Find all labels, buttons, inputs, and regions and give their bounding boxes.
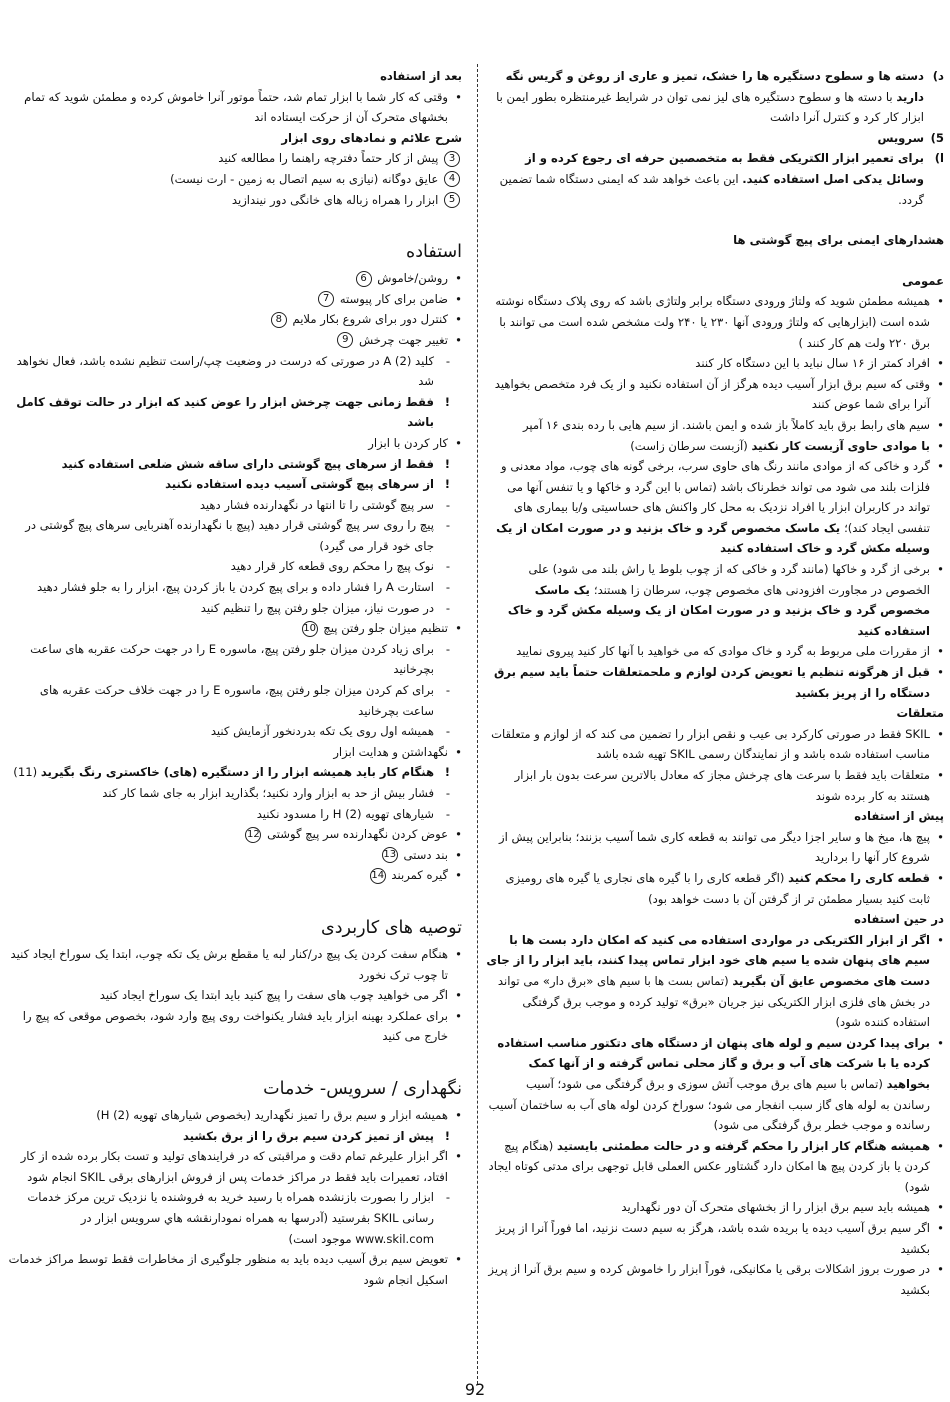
bullet-icon: • <box>937 417 944 432</box>
body-text: برخی از گرد و خاکها (مانند گرد و خاکی که از چوب بلوط یا راش بلند می شود) علی الخصوص در مجاورت افزودنی های مخصوص چوب، سرطان زا هستند؛ <box>528 562 930 597</box>
body-text: در صورت بروز اشکالات برقی یا مکانیکی، فوراً ابزار را خاموش کرده و سیم برق آنرا از پریز بکشید <box>488 1262 930 1297</box>
bullet-icon: • <box>937 726 944 741</box>
list-item <box>8 1105 462 1126</box>
body-text: تعویض سیم برق آسیب دیده باید به منظور جلوگیری از مخاطرات فقط توسط مراکز خدمات اسکیل انجام شود <box>8 1252 448 1287</box>
bold-text: هنگام کار باید همیشه ابزار را از دستگیره (های) خاکستری رنگ بگیرید <box>40 765 434 780</box>
bullet-icon: • <box>455 946 462 961</box>
body-text: وقتی که کار شما با ابزار تمام شد، حتماً موتور آنرا خاموش کرده و مطمئن شوید که تمام بخشهای متحرک آن از حرکت ایستاده اند <box>24 89 448 125</box>
lettered-item <box>486 128 944 149</box>
bold-text: فقط از سرهای پیچ گوشتی دارای ساقه شش ضلعی استفاده کنید <box>61 456 434 471</box>
body-text: پیچ را روی سر پیچ گوشتی قرار دهید (پیچ با نگهدارنده آهنربایی سرهای پیچ گوشتی در جای خود قرار می گیرد) <box>25 518 434 553</box>
body-text: (هنگام پیچ کردن یا باز کردن پیچ ها امکان دارد گشتاور عکس العملی قابل توجهی برای مدتی کوتاه ایجاد شود) <box>488 1138 930 1194</box>
item-marker: 5) <box>930 130 944 145</box>
bullet-icon: • <box>937 1035 944 1050</box>
list-item <box>8 330 462 351</box>
dash-icon: - <box>445 806 450 821</box>
list-item <box>8 1146 462 1187</box>
list-item <box>8 618 462 639</box>
body-text: اگر می خواهید چوب های سفت را پیچ کنید باید ابتدا یک سوراخ ایجاد کنید <box>99 988 448 1003</box>
body-text: فشار بیش از حد به ابزار وارد نکنید؛ بگذارید ابزار به جای شما کار کند <box>102 786 434 800</box>
bullet-icon: • <box>937 1138 944 1153</box>
bold-text: دسته ها و سطوح دستگیره ها را خشک، تمیز و عاری از روغن و گریس نگه دارید <box>505 69 924 104</box>
dash-icon: - <box>445 559 450 574</box>
body-text: برای زیاد کردن میزان جلو رفتن پیچ، ماسوره E را در جهت حرکت عقربه های ساعت بچرخانید <box>30 641 434 677</box>
body-text: استارت A را فشار داده و برای پیچ کردن یا باز کردن پیچ، ابزار را به جلو فشار دهید <box>37 580 434 595</box>
list-item <box>486 724 944 765</box>
sub-item <box>8 639 462 680</box>
symbol-line <box>8 148 462 169</box>
sub-item <box>8 556 462 577</box>
body-text: (11) <box>13 765 41 780</box>
section-heading: هشدارهای ایمنی برای پیچ گوشتی ها <box>733 233 944 248</box>
bullet-icon: • <box>455 89 462 104</box>
bullet-icon: • <box>937 294 944 309</box>
bullet-icon: • <box>937 459 944 474</box>
bullet-icon: • <box>455 1107 462 1122</box>
bullet-icon: • <box>455 435 462 450</box>
body-text: SKIL فقط در صورتی کارکرد بی عیب و نقص ابزار را تضمین می کند که از لوازم و متعلقات مناسب استفاده شده باشد و از نمایندگان رسمی SKIL تهیه شده باشد <box>491 726 930 762</box>
section-heading: پیش از استفاده <box>854 809 944 824</box>
sub-item <box>8 454 462 475</box>
list-item <box>486 765 944 806</box>
list-item <box>8 433 462 454</box>
list-item <box>8 289 462 310</box>
body-text: کار کردن با ابزار <box>368 435 448 450</box>
dash-icon: - <box>445 518 450 533</box>
sub-item <box>8 680 462 721</box>
bullet-icon: • <box>455 868 462 883</box>
list-item <box>8 268 462 289</box>
body-text: سر پیچ گوشتی را تا انتها در نگهدارنده فشار دهید <box>199 497 434 512</box>
list-item <box>486 662 944 703</box>
section-heading: شرح علائم و نمادهای روی ابزار <box>281 130 462 145</box>
section-heading: عمومی <box>902 273 944 288</box>
section-heading: در حین استفاده <box>854 912 944 927</box>
bullet-icon: • <box>455 1149 462 1164</box>
list-item <box>8 985 462 1006</box>
bold-text: برای پیدا کردن سیم و لوله های پنهان از دستگاه های دتکتور مناسب استفاده کرده یا با شرکت های آب و برق و گاز محلی تماس گرفته و از آنها کمک بخواهید <box>497 1035 930 1091</box>
bold-text: با موادی حاوی آزبست کار نکنید <box>751 438 930 453</box>
body-text: سیم های رابط برق باید کاملاً باز شده و ایمن باشند. از سیم هایی با رده بندی ۱۶ آمپر <box>522 417 930 432</box>
symbol-text: پیش از کار حتماً دفترچه راهنما را مطالعه کنید <box>218 151 439 166</box>
bullet-icon: • <box>937 356 944 371</box>
body-text: افراد کمتر از ۱۶ سال نباید با این دستگاه کار کنند <box>695 356 930 371</box>
list-item <box>8 824 462 845</box>
bullet-icon: • <box>937 829 944 844</box>
sub-item <box>8 1126 462 1147</box>
warning-icon: ! <box>444 394 450 409</box>
list-item <box>486 827 944 868</box>
dash-icon: - <box>445 1190 450 1205</box>
symbol-number: 10 <box>302 621 318 637</box>
list-item <box>486 1033 944 1136</box>
list-item <box>486 1218 944 1259</box>
warning-icon: ! <box>444 477 450 492</box>
list-item <box>486 1197 944 1218</box>
bold-text: فقط زمانی جهت چرخش ابزار را عوض کنید که ابزار در حالت توقف کامل باشد <box>16 394 434 430</box>
symbol-number: 9 <box>337 332 353 348</box>
page-number: 92 <box>464 1380 486 1399</box>
body-text: کلید A (2) در صورتی که درست در وضعیت چپ/راست تنظیم نشده باشد، فعال نخواهد شد <box>16 353 434 389</box>
dash-icon: - <box>445 786 450 800</box>
bullet-icon: • <box>937 1262 944 1277</box>
list-item <box>8 865 462 886</box>
bullet-icon: • <box>937 870 944 885</box>
list-item <box>486 374 944 415</box>
symbol-number: 13 <box>382 847 398 863</box>
bullet-icon: • <box>455 621 462 636</box>
sub-item <box>8 474 462 495</box>
symbol-line <box>8 190 462 211</box>
bullet-icon: • <box>455 1252 462 1267</box>
list-item <box>486 641 944 662</box>
body-text: عوض کردن نگهدارنده سر پیچ گوشتی <box>267 827 448 842</box>
body-text: شیارهای تهویه H (2) را مسدود نکنید <box>256 806 434 821</box>
bullet-icon: • <box>455 988 462 1003</box>
list-item <box>8 1249 462 1290</box>
body-text: ابزار را بصورت بازنشده همراه با رسید خرید به فروشنده یا نزدیک ترین مرکز خدمات رسانی SKIL بفرستید (آدرسها به همراه نمودارنقشه هاي سرويس ابزار در www.skil.com موجود است) <box>27 1190 434 1246</box>
bold-text: یک ماسک مخصوص گرد و خاک بزنید و در صورت امکان از یک وسیله مکش گرد و خاک استفاده کنید <box>507 582 930 638</box>
sub-item <box>8 598 462 619</box>
symbol-text: عایق دوگانه (نیازی به سیم اتصال به زمین - ارت نیست) <box>170 171 439 186</box>
body-text: اگر ابزار علیرغم تمام دقت و مراقبتی که در فرایندهای تولید و تست بکار برده شده از کار افتاد، تعمیرات باید فقط در مراکز خدمات پس از فروش ابزارهای برقی SKIL انجام شود <box>20 1149 448 1184</box>
section-title: استفاده <box>406 242 462 263</box>
warning-icon: ! <box>444 456 450 471</box>
list-item <box>8 845 462 866</box>
section-heading: بعد از استفاده <box>380 69 462 83</box>
body-text: برای کم کردن میزان جلو رفتن پیچ، ماسوره E را در جهت خلاف حرکت عقربه های ساعت بچرخانید <box>39 683 434 718</box>
body-text: ضامن برای کار پیوسته <box>339 291 448 306</box>
list-item <box>8 309 462 330</box>
bullet-icon: • <box>937 376 944 391</box>
spacer <box>8 1047 462 1067</box>
right-column <box>486 66 944 1300</box>
bullet-icon: • <box>455 312 462 327</box>
symbol-number: 8 <box>271 312 287 328</box>
warning-icon: ! <box>444 1128 450 1143</box>
symbol-number: 6 <box>356 271 372 287</box>
bullet-icon: • <box>937 644 944 659</box>
list-item <box>8 742 462 763</box>
body-text: گیره کمربند <box>391 868 448 883</box>
bullet-icon: • <box>455 744 462 759</box>
sub-item <box>8 392 462 433</box>
bullet-icon: • <box>455 271 462 286</box>
bullet-icon: • <box>937 665 944 680</box>
bullet-icon: • <box>455 847 462 862</box>
bullet-icon: • <box>937 438 944 453</box>
symbol-number: 14 <box>370 868 386 884</box>
bold-text: پیش از تمیز کردن سیم برق را از برق بکشید <box>182 1128 434 1143</box>
lettered-item <box>486 148 944 210</box>
list-item <box>486 415 944 436</box>
symbol-number: 7 <box>318 291 334 307</box>
bullet-icon: • <box>937 768 944 782</box>
body-text: تنظیم میزان جلو رفتن پیچ <box>323 621 448 636</box>
list-item <box>486 1136 944 1198</box>
body-text: هنگام سفت کردن یک پیچ در/کنار لبه یا مقطع برش یک تکه چوب، ابتدا یک سوراخ ایجاد کنید تا چوب ترک نخورد <box>10 946 448 982</box>
bullet-icon: • <box>455 827 462 842</box>
sub-item <box>8 783 462 804</box>
bold-text: یک ماسک مخصوص گرد و خاک بزنید و در صورت امکان از یک وسیله مکش گرد و خاک استفاده کنید <box>496 520 930 556</box>
list-item <box>486 930 944 1033</box>
left-column <box>8 66 462 1290</box>
body-text: با دسته ها و سطوح دستگیره های لیز نمی توان در شرایط غیرمنتظره بطور ایمن با ابزار کار کرد و کنترل آنرا داشت <box>496 89 924 125</box>
body-text: پیچ ها، میخ ها و سایر اجزا دیگر می توانند به قطعه کاری شما آسیب بزنند؛ بنابراین پیش از شروع کار آنها را بردارید <box>499 829 930 865</box>
list-item <box>8 87 462 128</box>
body-text: وقتی که سیم برق ابزار آسیب دیده هرگز از آن استفاده نکنید و از یک فرد متخصص بخواهید آنرا برای شما عوض کنند <box>494 376 930 412</box>
bullet-icon: • <box>937 1221 944 1236</box>
bold-text: همیشه هنگام کار ابزار را محکم گرفته و در حالت مطمئنی بایستید <box>556 1138 930 1153</box>
symbol-text: ابزار را همراه زباله های خانگی دور نیندازید <box>231 192 439 207</box>
body-text: برای عملکرد بهینه ابزار باید فشار یکنواخت روی پیچ وارد شود، بخصوص موقعی که پیچ را خارج می کنید <box>22 1008 448 1044</box>
sub-item <box>8 1187 462 1249</box>
bullet-icon: • <box>937 562 944 577</box>
bold-text: قبل از هرگونه تنظیم یا تعویض کردن لوازم و ملحمتعلقات حتماً باید سیم برق دستگاه را از پریز بکشید <box>494 665 930 700</box>
list-item <box>486 353 944 374</box>
body-text: نگهداشتن و هدایت ابزار <box>333 744 448 759</box>
symbol-number: 5 <box>444 192 460 208</box>
list-item <box>486 291 944 353</box>
body-text: این باعث خواهد شد که ایمنی دستگاه شما تضمین گردد. <box>499 171 924 207</box>
bullet-icon: • <box>455 1008 462 1023</box>
body-text: روشن/خاموش <box>377 271 448 286</box>
body-text: (تماس بست ها با سیم های «برق دار» می تواند در بخش های فلزی ابزار الکتریکی نیز جریان «برق» تولید کرده و موجب برق گرفتگی استفاده کننده شود) <box>497 973 930 1030</box>
body-text: (آزبست سرطان زاست) <box>630 438 752 453</box>
symbol-number: 12 <box>245 827 261 843</box>
body-text: متعلقات باید فقط با سرعت های چرخش مجاز که معادل بالاترین سرعت بدون بار ابزار هستند به کار برده شوند <box>514 768 930 803</box>
list-item <box>486 456 944 559</box>
dash-icon: - <box>445 497 450 512</box>
section-title: توصیه های کاربردی <box>321 917 462 938</box>
list-item <box>486 1259 944 1300</box>
warning-icon: ! <box>444 765 450 780</box>
dash-icon: - <box>445 641 450 656</box>
sub-item <box>8 351 462 392</box>
bullet-icon: • <box>937 932 944 947</box>
bullet-icon: • <box>455 291 462 306</box>
body-text: تغییر جهت چرخش <box>359 332 448 347</box>
body-text: همیشه اول روی یک تکه بدردنخور آزمایش کنید <box>210 724 434 739</box>
body-text: کنترل دور برای شروع بکار ملایم <box>292 312 448 327</box>
body-text: همیشه باید سیم برق ابزار را از بخشهای متحرک آن دور نگهدارید <box>621 1200 930 1215</box>
bold-text: سرویس <box>877 130 924 145</box>
dash-icon: - <box>445 683 450 698</box>
spacer <box>8 210 462 230</box>
body-text: نوک پیچ را محکم روی قطعه کار قرار دهید <box>230 559 434 574</box>
column-divider <box>477 64 478 1384</box>
dash-icon: - <box>445 600 450 615</box>
bold-text: از سرهای پیچ گوشتی آسیب دیده استفاده نکنید <box>165 477 434 492</box>
spacer <box>8 886 462 906</box>
dash-icon: - <box>445 724 450 739</box>
bold-text: قطعه کاری را محکم کنید <box>788 870 930 885</box>
item-marker: ا) <box>934 151 944 166</box>
spacer <box>486 210 944 230</box>
sub-item <box>8 721 462 742</box>
sub-item <box>8 577 462 598</box>
body-text: (اگر قطعه کاری را با گیره های نجاری یا گیره های رومیزی ثابت کنید بسیار مطمئن تر از گرفتن آن با دست خواهد بود) <box>505 870 930 906</box>
lettered-item <box>486 66 944 128</box>
body-text: (تماس با سیم های برق موجب آتش سوزی و برق گرفتگی می شود؛ آسیب رساندن به لوله های گاز سبب انفجار می شود؛ سوراخ کردن لوله های آب به ساختمان آسیب رسانده و موجب خطر برق گرفتگی می شود) <box>488 1076 930 1133</box>
body-text: گرد و خاکی که از موادی مانند رنگ های حاوی سرب، برخی گونه های چوب، مواد معدنی و فلزات بلند می شود می تواند خطرناک باشد (تماس با این گرد و خاکها و یا تنفس آنها می تواند در کاربران ابزار یا افراد نزدیک به محل کار واکنش های حساسیتی و/یا بیماری های تنفسی ایجاد کند)؛ <box>501 459 930 535</box>
sub-item <box>8 495 462 516</box>
bullet-icon: • <box>937 1200 944 1215</box>
bullet-icon: • <box>455 332 462 347</box>
symbol-number: 4 <box>444 171 460 187</box>
sub-item <box>8 762 462 783</box>
body-text: اگر سیم برق آسیب دیده یا بریده شده باشد، هرگز به سیم دست نزنید، اما فوراً آنرا از پریز بکشید <box>495 1221 930 1256</box>
list-item <box>8 944 462 985</box>
body-text: در صورت نیاز، میزان جلو رفتن پیچ را تنظیم کنید <box>200 600 434 615</box>
list-item <box>486 436 944 457</box>
body-text: از مقررات ملی مربوط به گرد و خاک موادی که می خواهید با آنها کار کنید پیروی نمایید <box>516 644 930 659</box>
sub-item <box>8 515 462 556</box>
sub-item <box>8 804 462 825</box>
bold-text: اگر از ابزار الکتریکی در مواردی استفاده می کنید که امکان دارد بست ها با سیم های پنهان شده یا سیم های خود ابزار تماس پیدا کنند، باید ابزار را از جای دست های مخصوص عایق آن بگیرید <box>486 932 930 988</box>
body-text: همیشه مطمئن شوید که ولتاژ ورودی دستگاه برابر ولتاژی باشد که روی پلاک دستگاه نوشته شده است (ابزارهایی که ولتاژ ورودی آنها ۲۳۰ یا ۲۴۰ ولت مشخص شده است می توانند با برق ۲۲۰ ولت هم کار کنند ) <box>495 294 930 350</box>
item-marker: د) <box>932 69 944 83</box>
bold-text: برای تعمیر ابزار الکتریکی فقط به متخصصین حرفه ای رجوع کرده و از وسائل یدکی اصل استفاده کنید. <box>525 151 924 186</box>
spacer <box>486 251 944 271</box>
body-text: همیشه ابزار و سیم برق را تمیز نگهدارید (بخصوص شیارهای تهویه H (2)) <box>96 1107 448 1122</box>
symbol-number: 3 <box>444 151 460 167</box>
body-text: بند دستی <box>403 847 448 862</box>
list-item <box>8 1006 462 1047</box>
list-item <box>486 559 944 641</box>
dash-icon: - <box>445 353 450 368</box>
section-title: نگهداری / سرویس- خدمات <box>263 1078 462 1099</box>
section-heading: متعلقات <box>896 706 944 721</box>
dash-icon: - <box>445 580 450 595</box>
symbol-line <box>8 169 462 190</box>
list-item <box>486 868 944 909</box>
